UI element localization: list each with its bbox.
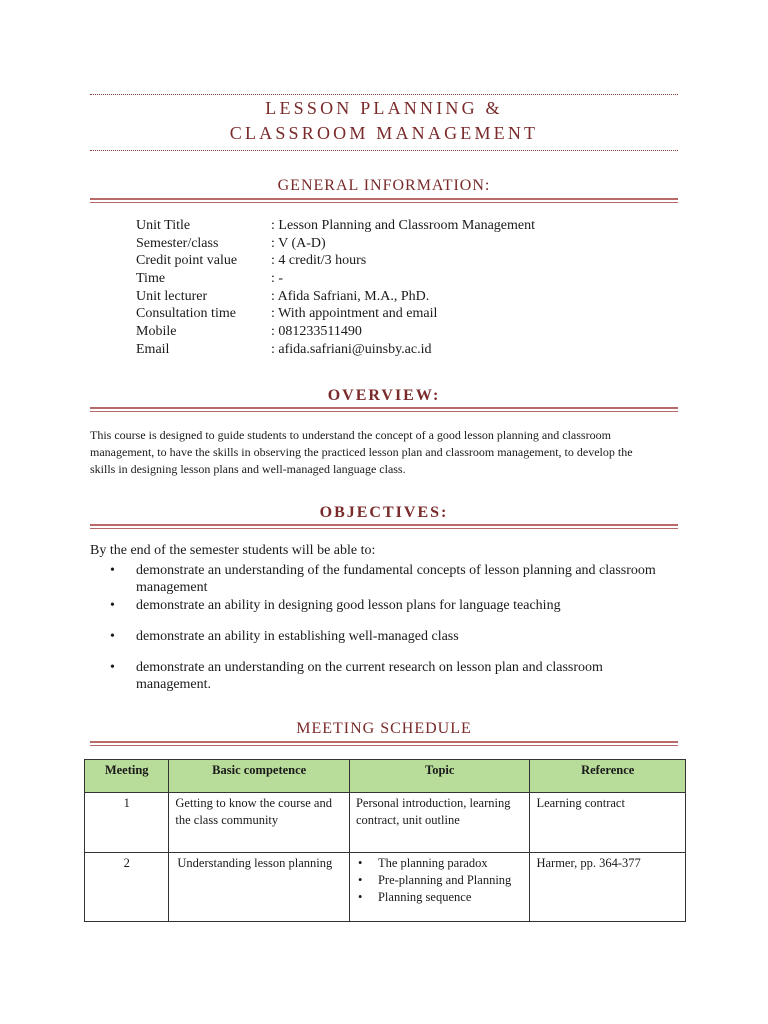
topic-list xyxy=(356,855,523,906)
info-value: : Lesson Planning and Classroom Management xyxy=(271,218,536,233)
top-dotted-rule xyxy=(90,94,678,95)
topic-item: • Planning sequence xyxy=(370,889,523,906)
table-row xyxy=(85,853,686,922)
table-row xyxy=(85,793,686,853)
info-label: Semester/class xyxy=(136,235,219,251)
general-info-rule xyxy=(90,198,678,203)
basic-competence-cell: Getting to know the course and the class community xyxy=(169,793,350,853)
objective-item: • demonstrate an understanding on the current research on lesson plan and classroom management. xyxy=(110,659,670,693)
bottom-dotted-rule xyxy=(90,150,678,151)
info-label: Unit lecturer xyxy=(136,288,208,304)
title-line-2: CLASSROOM MANAGEMENT xyxy=(229,123,539,143)
header-reference: Reference xyxy=(530,760,686,793)
meeting-number: 2 xyxy=(85,853,169,922)
objectives-list xyxy=(110,562,670,693)
info-value: : V (A-D) xyxy=(271,235,326,251)
general-info-table xyxy=(136,217,535,359)
info-value: : - xyxy=(271,271,284,287)
info-label: Mobile xyxy=(136,324,177,340)
header-basic-competence: Basic competence xyxy=(169,760,350,793)
objective-item: • demonstrate an ability in designing good lesson plans for language teaching xyxy=(110,597,670,614)
title-line-1: LESSON PLANNING & xyxy=(265,98,503,118)
info-label: Email xyxy=(136,341,170,357)
general-info-heading: GENERAL INFORMATION: xyxy=(277,177,491,194)
table-header-row xyxy=(85,760,686,793)
info-row-semester xyxy=(136,235,535,253)
info-value: : With appointment and email xyxy=(271,306,438,322)
meeting-number: 1 xyxy=(85,793,169,853)
info-label: Time xyxy=(136,271,166,287)
document-title xyxy=(90,96,678,146)
objective-item: • demonstrate an ability in establishing well-managed class xyxy=(110,628,670,645)
header-meeting: Meeting xyxy=(85,760,169,793)
topic-cell: Personal introduction, learning contract, unit outline xyxy=(349,793,529,853)
info-row-credit xyxy=(136,252,535,270)
schedule-heading: MEETING SCHEDULE xyxy=(296,720,472,737)
overview-heading: OVERVIEW: xyxy=(327,387,441,404)
topic-cell xyxy=(349,853,529,922)
overview-text: This course is designed to guide students to understand the concept of a good lesson planning and classroom management, to have the skills in observing the practiced lesson plan and classroom management, to develop the skills in designing lesson plans and well-managed language class. xyxy=(90,428,633,476)
reference-cell: Harmer, pp. 364-377 xyxy=(530,853,686,922)
overview-rule xyxy=(90,407,678,412)
info-label: Consultation time xyxy=(136,306,236,322)
objectives-heading: OBJECTIVES: xyxy=(319,504,449,521)
info-row-lecturer xyxy=(136,288,535,306)
objective-item: • demonstrate an understanding of the fundamental concepts of lesson planning and classroom management xyxy=(110,562,670,596)
topic-item: • Pre-planning and Planning xyxy=(370,872,523,889)
info-row-time xyxy=(136,270,535,288)
meeting-schedule-table xyxy=(84,759,686,922)
info-row-email xyxy=(136,341,535,359)
schedule-rule xyxy=(90,741,678,746)
info-value: : 4 credit/3 hours xyxy=(271,253,367,269)
objectives-intro: By the end of the semester students will be able to: xyxy=(90,543,376,558)
header-topic: Topic xyxy=(349,760,529,793)
info-value: : Afida Safriani, M.A., PhD. xyxy=(271,288,430,304)
info-row-consultation xyxy=(136,305,535,323)
basic-competence-cell: Understanding lesson planning xyxy=(169,853,350,922)
reference-cell: Learning contract xyxy=(530,793,686,853)
info-value: : afida.safriani@uinsby.ac.id xyxy=(271,341,432,357)
info-row-unit-title xyxy=(136,217,535,235)
info-label: Unit Title xyxy=(136,218,191,233)
topic-item: • The planning paradox xyxy=(370,855,523,872)
objectives-rule xyxy=(90,524,678,529)
info-label: Credit point value xyxy=(136,253,238,269)
info-value: : 081233511490 xyxy=(271,324,362,340)
info-row-mobile xyxy=(136,323,535,341)
